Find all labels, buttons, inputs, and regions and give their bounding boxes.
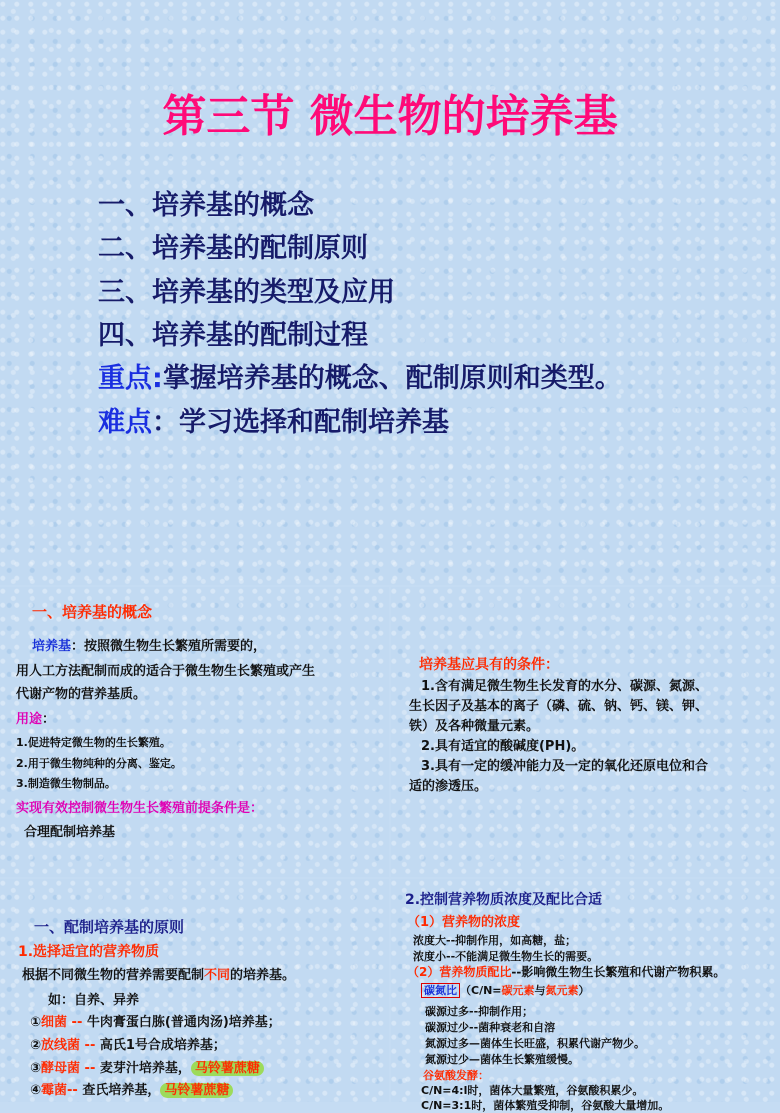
difficulty-text: ：学习选择和配制培养基 [152,407,449,438]
use-item-1: 1.促进特定微生物的生长繁殖。 [16,736,171,749]
outline-item-3: 三、培养基的类型及应用 [98,277,395,308]
concentration-line-1: 浓度大--抑制作用，如高糖，盐； [413,934,577,947]
item-4-sep: -- [67,1083,83,1098]
premise-text: 实现有效控制微生物生长繁殖前提条件是： [16,801,264,816]
example-line: 如：自养、异养 [48,993,140,1008]
principle-line-1b: 不同 [204,968,231,983]
condition-line-4: 2.具有适宜的酸碱度(PH)。 [421,739,585,754]
concentration-subheading-1: （1）营养物的浓度 [407,915,521,930]
slide-principles [0,879,389,1102]
use-heading [16,708,55,727]
item-2-num: ② [30,1038,42,1053]
item-1-sep: -- [67,1015,87,1030]
key-point-text: 掌握培养基的概念、配制原则和类型。 [162,363,622,394]
outline-item-1: 一、培养基的概念 [98,190,314,221]
item-3-text: 麦芽汁培养基， [99,1061,191,1076]
principle-line-1a: 根据不同微生物的营养需要配制 [22,968,205,983]
ratio-b: 碳元素 [501,984,535,997]
medium-item-1 [30,1011,281,1030]
condition-line-5: 3.具有一定的缓冲能力及一定的氧化还原电位和合 [421,759,708,774]
item-4-extra: 马铃薯蔗糖 [160,1083,233,1098]
sub2-label: （2）营养物质配比 [407,965,512,979]
concentration-heading: 2.控制营养物质浓度及配比合适 [405,892,603,908]
item-4-name: 霉菌 [41,1083,68,1098]
slide-concept [0,587,389,877]
glutamate-line-1: C/N=4:l时，菌体大量繁殖，谷氨酸积累少。 [421,1084,644,1097]
ratio-detail-2: 碳源过少--菌种衰老和自溶 [425,1021,556,1034]
item-3-extra: 马铃薯蔗糖 [191,1061,264,1076]
outline-item-4: 四、培养基的配制过程 [98,320,368,351]
definition-text: ：按照微生物生长繁殖所需要的， [71,639,267,654]
ratio-c: 与 [534,984,546,997]
principle-line-1 [22,964,295,983]
key-point-label: 重点: [98,363,163,394]
item-2-name: 放线菌 [41,1038,81,1053]
condition-line-3: 铁）及各种微量元素。 [409,719,540,734]
ratio-a: （C/N= [460,984,502,997]
ratio-detail-4: 氮源过少—菌体生长繁殖缓慢。 [425,1053,579,1066]
slide-concentration [391,879,780,1112]
glutamate-heading: 谷氨酸发酵： [423,1069,489,1082]
definition-line-2: 用人工方法配制而成的适合于微生物生长繁殖或产生 [16,664,316,679]
condition-line-6: 适的渗透压。 [409,779,488,794]
condition-line-1: 1.含有满足微生物生长发育的水分、碳源、氮源、 [421,679,708,694]
glutamate-line-2: C/N=3:1时，菌体繁殖受抑制，谷氨酸大量增加。 [421,1099,670,1112]
ratio-detail-3: 氮源过多—菌体生长旺盛，积累代谢产物少。 [425,1037,645,1050]
sub2-tail: --影响微生物生长繁殖和代谢产物积累。 [511,965,726,979]
item-4-text: 查氏培养基， [82,1083,161,1098]
difficulty-label: 难点 [98,407,152,438]
ratio-detail-1: 碳源过多--抑制作用； [425,1005,534,1018]
use-colon: ： [42,712,56,727]
item-1-text: 牛肉膏蛋白胨(普通肉汤)培养基； [86,1015,281,1030]
ratio-e: ） [578,984,590,997]
key-point [98,356,622,395]
concept-heading: 一、培养基的概念 [32,603,153,621]
item-4-num: ④ [30,1083,42,1098]
principle-line-1c: 的培养基。 [230,968,296,983]
condition-line-2: 生长因子及基本的离子（磷、硫、钠、钙、镁、钾、 [409,699,709,714]
definition-line-3: 代谢产物的营养基质。 [16,687,147,702]
outline-item-2: 二、培养基的配制原则 [98,233,368,264]
concentration-line-2: 浓度小--不能满足微生物生长的需要。 [413,950,599,963]
use-item-3: 3.制造微生物制品。 [16,777,116,790]
definition-line-1 [32,635,266,654]
principle-subheading: 1.选择适宜的营养物质 [18,944,160,960]
premise-answer: 合理配制培养基 [24,825,116,840]
item-3-num: ③ [30,1061,42,1076]
principles-heading: 一、配制培养基的原则 [34,918,185,936]
medium-item-4 [30,1079,233,1098]
item-3-sep: -- [80,1061,100,1076]
use-item-2: 2.用于微生物纯种的分离、鉴定。 [16,757,182,770]
ratio-line [421,982,590,998]
slide-conditions [391,587,780,877]
item-2-sep: -- [80,1038,100,1053]
item-1-num: ① [30,1015,42,1030]
item-1-name: 细菌 [41,1015,68,1030]
section-title: 第三节 微生物的培养基 [162,91,618,142]
concentration-subheading-2 [407,963,725,980]
ratio-label: 碳氮比 [421,983,460,998]
definition-label: 培养基 [32,639,72,654]
difficulty-point [98,400,449,439]
medium-item-2 [30,1034,226,1053]
medium-item-3 [30,1057,264,1076]
use-label: 用途 [16,712,43,727]
ratio-d: 氮元素 [545,984,579,997]
conditions-heading: 培养基应具有的条件： [419,657,559,673]
item-3-name: 酵母菌 [41,1061,81,1076]
item-2-text: 高氏1号合成培养基； [99,1038,226,1053]
